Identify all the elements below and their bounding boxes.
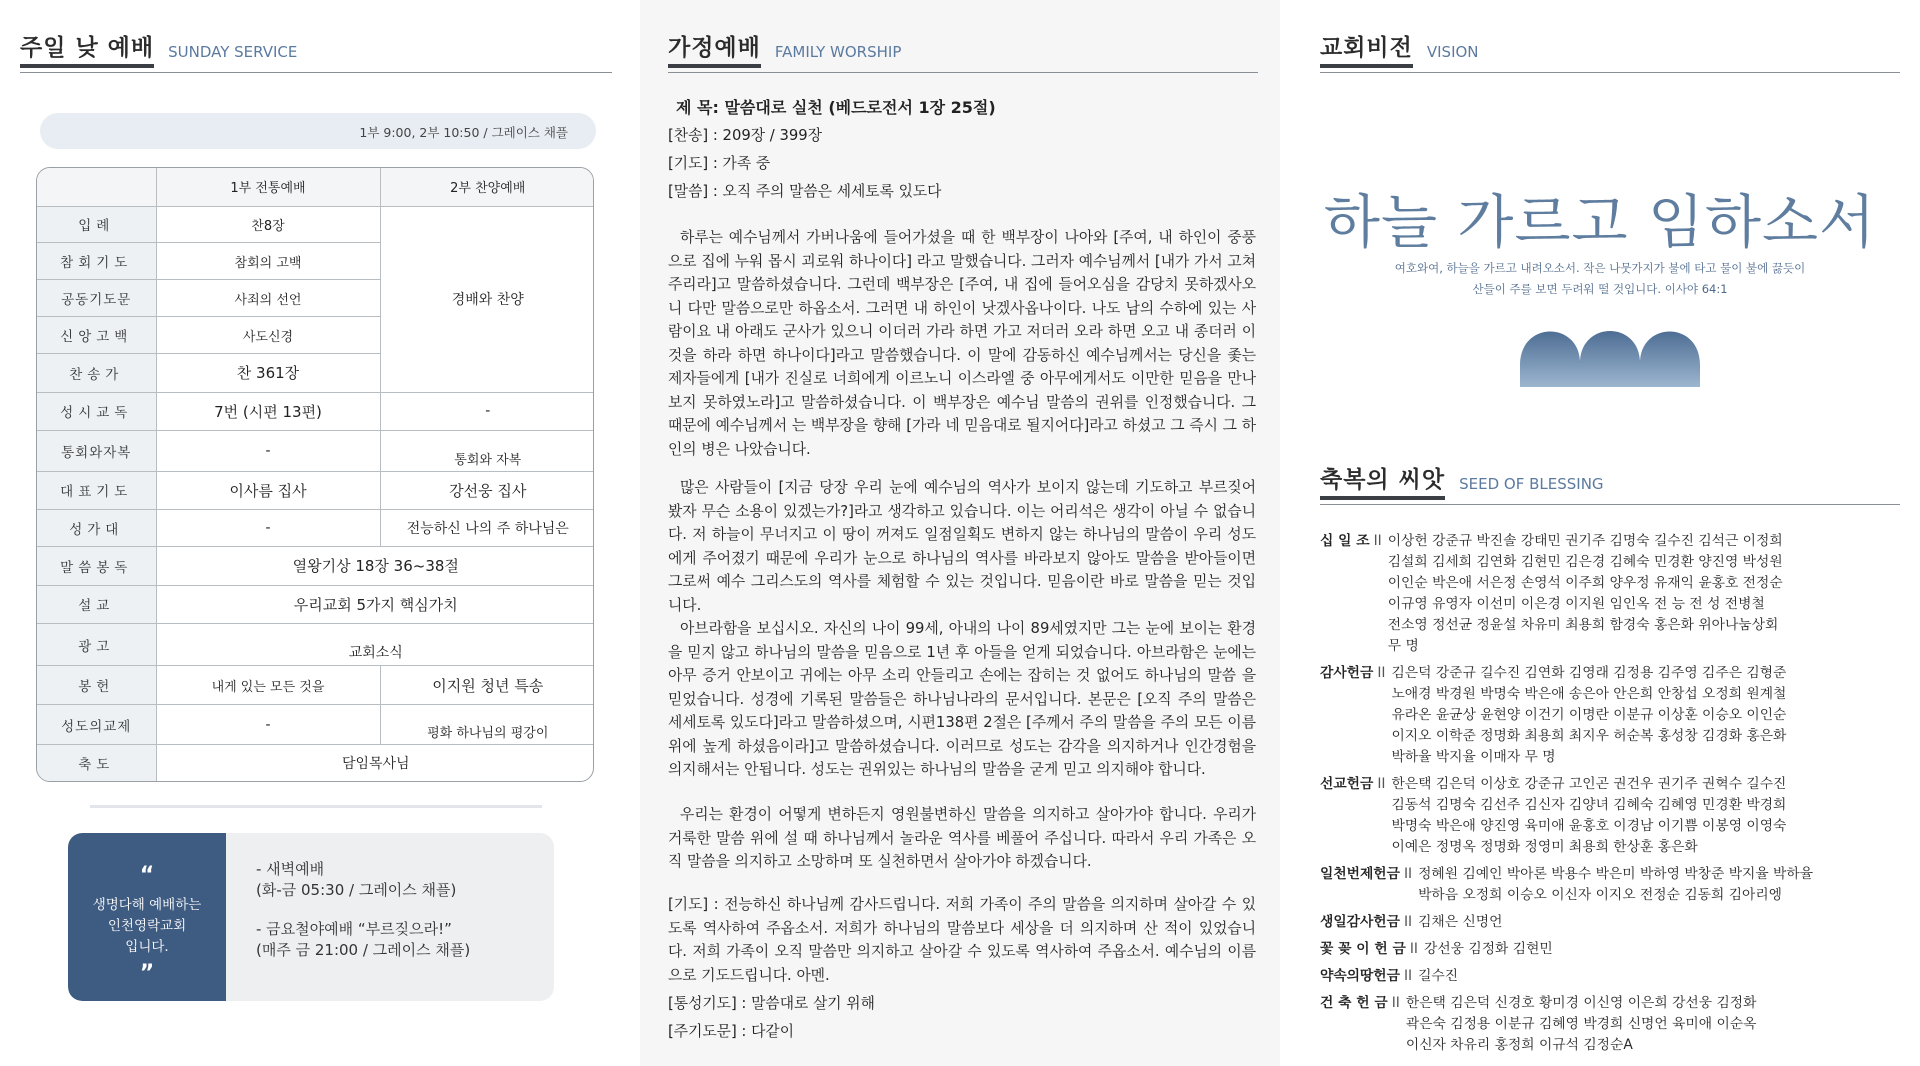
unison-prayer: [통성기도] : 말씀대로 살기 위해 (668, 995, 875, 1012)
family-worship-title: 가정예배 (668, 37, 761, 68)
first-service-cell: 내게 있는 모든 것을 (156, 666, 380, 705)
family-worship-subtitle: FAMILY WORSHIP (774, 43, 902, 61)
offering-row-building: 건 축 헌 금 II 한은택 김은덕 신경호 황미경 이신영 이은희 강선웅 김정화 곽은숙 김정용 이분규 김혜영 박경희 신명언 육미애 이순옥 이신자 차유리 홍정희 이규석 김정순A (1320, 993, 1900, 1056)
offering-names: 이상헌 강준규 박진솔 강태민 권기주 김명숙 길수진 김석근 이정희 김설희 김세희 김연화 김현민 김은경 김혜숙 민경환 양진영 박성원 이인순 박은애 서은정 손영석 이주희 양우정 유재익 윤홍호 전정순 이규영 유영자 이선미 이은경 이지원 임인옥 전 능 전 성 전병철 전소영 정선균 정윤설 차유미 최용희 함경숙 홍은화 위아나눔상회 무 명 (1387, 533, 1783, 654)
row-label: 대표기도 (37, 471, 156, 510)
praise-merged-cell: 경배와 찬양 (380, 206, 594, 392)
offering-names: 정혜원 김예인 박아론 박용수 박은미 박하영 박창준 박지율 박하율 박하음 오정희 이승오 이신자 이지오 전정순 김동희 김아리엥 (1418, 866, 1814, 903)
offering-names: 길수진 (1418, 968, 1459, 984)
worship-hymn: [찬송] : 209장 / 399장 (668, 127, 822, 144)
row-label: 통회와자복 (37, 431, 156, 471)
offering-names: 김은덕 강준규 길수진 김연화 김영래 김정용 김주영 김주은 김형준 노애경 박경원 박명숙 박은애 송은아 안은희 안창섭 오정희 원계철 유라온 윤균상 윤현양 이건기 이명란 이분규 이상훈 이승오 이인순 이지오 이학준 정명화 최용희 최지우 허순복 홍성창 김경화 홍은화 박하율 박지율 이매자 무 명 (1391, 665, 1787, 765)
offering-row-birthday: 생일감사헌금 II 김채은 신명언 (1320, 912, 1900, 933)
table-header-first-service: 1부 전통예배 (156, 168, 380, 206)
first-service-cell: 찬 361장 (156, 353, 380, 392)
row-label: 참회기도 (37, 243, 156, 280)
second-service-cell: 강선웅 집사 (380, 471, 594, 510)
row-label: 입례 (37, 206, 156, 243)
merged-cell: 열왕기상 18장 36~38절 (156, 547, 594, 586)
worship-subject: 제 목: 말씀대로 실천 (베드로전서 1장 25절) (676, 98, 996, 117)
decorative-divider (90, 805, 542, 808)
blessing-title: 축복의 씨앗 (1320, 469, 1445, 500)
sunday-service-header (20, 32, 297, 68)
table-header-second-service: 2부 찬양예배 (380, 168, 594, 206)
first-service-cell: 사죄의 선언 (156, 280, 380, 317)
worship-word: [말씀] : 오직 주의 말씀은 세세토록 있도다 (668, 183, 942, 200)
offering-row-tithe: 십 일 조 II 이상헌 강준규 박진솔 강태민 권기주 김명숙 길수진 김석근 이정희 김설희 김세희 김연화 김현민 김은경 김혜숙 민경환 양진영 박성원 이인순 박은애 서은정 손영석 이주희 양우정 유재익 윤홍호 전정순 이규영 유영자 이선미 이은경 이지원 임인옥 전 능 전 성 전병철 전소영 정선균 정윤설 차유미 최용희 함경숙 홍은화 위아나눔상회 무 명 (1320, 531, 1900, 657)
blessing-header (1320, 464, 1604, 500)
vision-header (1320, 32, 1479, 68)
offering-names: 김채은 신명언 (1418, 914, 1503, 930)
second-service-cell: 평화 하나님의 평강이 (380, 705, 594, 745)
vision-verse: 여호와여, 하늘을 가르고 내려오소서. 작은 나뭇가지가 불에 타고 물이 불에 끓듯이 산들이 주를 보면 두려워 떨 것입니다. 이사야 64:1 (1394, 261, 1806, 296)
offering-row-promised-land: 약속의땅헌금 II 길수진 (1320, 966, 1900, 987)
row-label: 성시교독 (37, 392, 156, 431)
sunday-service-title: 주일 낮 예배 (20, 37, 154, 68)
sunday-service-subtitle: SUNDAY SERVICE (168, 43, 298, 61)
sunday-service-section (0, 0, 640, 1066)
second-service-cell: - (380, 392, 594, 431)
offering-type: 꽃 꽂 이 헌 금 (1320, 941, 1406, 957)
closing-prayer: [기도] : 전능하신 하나님께 감사드립니다. 저희 가족이 주의 말씀을 의지하며 살아갈 수 있도록 역사하여 주옵소서. 저희가 하나님의 말씀보다 세상을 더 의지하며 산 적이 있었습니다. 저희 가족이 오직 말씀만 의지하고 살아갈 수 있도록 역사하여 주옵소서. 예수님의 이름으로 기도드립니다. 아멘. (668, 896, 1256, 984)
first-service-cell: - (156, 431, 380, 471)
family-worship-header (668, 32, 901, 68)
blessing-subtitle: SEED OF BLESSING (1459, 475, 1604, 493)
first-service-cell: 사도신경 (156, 317, 380, 354)
sermon-paragraph-3: 아브라함을 보십시오. 자신의 나이 99세, 아내의 나이 89세였지만 그는 눈에 보이는 환경을 믿지 않고 하나님의 말씀을 믿음으로 1년 후 아들을 얻게 되었습니다. 아브라함은 눈에는 아무 증거 안보이고 귀에는 아무 소리 안들리고 손에는 잡히는 것 없어도 하나님의 말씀 을 믿었습니다. 성경에 기록된 말씀들은 하나님나라의 문서입니다. 본문은 [오직 주의 말씀은 세세토록 있도다]라고 말씀하셨으며, 시편138편 2절은 [주께서 주의 말씀을 주의 모든 이름 위에 높게 하셨음이라]고 말씀하셨습니다. 이러므로 성도는 감각을 의지하거나 인간경험을 의지해서는 안됩니다. 성도는 권위있는 하나님의 말씀을 굳게 믿고 의지해야 합니다. (668, 620, 1256, 778)
offering-names: 한은택 김은덕 신경호 황미경 이신영 이은희 강선웅 김정화 곽은숙 김정용 이분규 김혜영 박경희 신명언 육미애 이순옥 이신자 차유리 홍정희 이규석 김정순A (1405, 995, 1757, 1053)
vision-subtitle: VISION (1426, 43, 1479, 61)
family-worship-section (640, 0, 1280, 1066)
sermon-paragraph-1: 하루는 예수님께서 가버나움에 들어가셨을 때 한 백부장이 나아와 [주여, 내 하인이 중풍으로 집에 누워 몹시 괴로워 하나이다] 라고 말했습니다. 그러자 예수님께서 [내가 가서 고쳐 주리라]고 말씀하셨습니다. 그런데 백부장은 [주여, 내 집에 들어오심을 감당치 못하겠사오니 다만 말씀으로만 하옵소서. 그러면 내 하인이 낫겠사옵나이다. 나도 남의 수하에 있는 사람이요 내 아래도 군사가 있으니 이더러 가라 하면 가고 저더러 오라 하면 오고 내 종더러 이것을 하라 하면 하나이다]라고 말씀했습니다. 이 말에 감동하신 예수님께서는 당신을 좇는 제자들에게 [내가 진실로 너희에게 이르노니 이스라엘 중 아무에게서도 이만한 믿음을 만나보지 못하였노라]고 말씀하셨습니다. 이 백부장은 예수님 말씀의 권위를 인정했습니다. 그 때문에 예수님께서 는 백부장을 향해 [가라 네 믿음대로 될지어다]라고 하셨고 그 즉시 그 하인의 병은 나았습니다. (668, 229, 1256, 458)
first-service-cell: 찬8장 (156, 206, 380, 243)
offering-row-mission: 선교헌금 II 한은택 김은덕 이상호 강준규 고인곤 권건우 권기주 권혁수 길수진 김동석 김명숙 김선주 김신자 김양녀 김혜숙 김혜영 민경환 박경희 박명숙 박은애 양진영 육미애 윤홍호 이경남 이기쁨 이봉영 이영숙 이예은 정명옥 정명화 정영미 최용희 한상훈 홍은화 (1320, 774, 1900, 858)
offering-type: 감사헌금 (1320, 665, 1374, 681)
section-divider (668, 72, 1258, 73)
offering-list (1320, 531, 1900, 1062)
merged-cell: 교회소식 (156, 624, 594, 666)
row-label: 공동기도문 (37, 280, 156, 317)
close-quote-icon: ” (139, 961, 155, 986)
offering-type: 선교헌금 (1320, 776, 1374, 792)
sermon-paragraph-2: 많은 사람들이 [지금 당장 우리 눈에 예수님의 역사가 보이지 않는데 기도하고 부르짖어 봤자 무슨 소용이 있겠는가?]라고 생각하고 있습니다. 이는 어리석은 생각이 아닐 수 없습니다. 저 하늘이 무너지고 이 땅이 꺼져도 일점일획도 변하지 않는 하나님의 말씀이 우리 성도에게 주어졌기 때문에 우리가 눈으로 하나님의 역사를 바라보지 않아도 말씀을 받아들이면 그로써 예수 그리스도의 역사를 체험할 수 있는 것입니다. 믿음이란 바로 말씀을 믿는 것입니다. (668, 479, 1256, 614)
worship-info-box (68, 833, 554, 1001)
row-label: 찬송가 (37, 353, 156, 392)
motto-panel (68, 833, 226, 1001)
hills-emblem-icon (1520, 331, 1700, 387)
offering-row-flower: 꽃 꽂 이 헌 금 II 강선웅 김정화 김현민 (1320, 939, 1900, 960)
row-label: 성가대 (37, 510, 156, 547)
row-label: 성도의교제 (37, 705, 156, 745)
sermon-paragraph-4: 우리는 환경이 어떻게 변하든지 영원불변하신 말씀을 의지하고 살아가야 합니다. 우리가 거룩한 말씀 위에 설 때 하나님께서 놀라운 역사를 베풀어 주십니다. 따라서 우리 가족은 오직 말씀을 의지하고 소망하며 또 실천하면서 살아가야 하겠습니다. (668, 806, 1256, 870)
first-service-cell: 7번 (시편 13편) (156, 392, 380, 431)
offering-row-thousand: 일천번제헌금 II 정혜원 김예인 박아론 박용수 박은미 박하영 박창준 박지율 박하율 박하음 오정희 이승오 이신자 이지오 전정순 김동희 김아리엥 (1320, 864, 1900, 906)
offering-names: 강선웅 김정화 김현민 (1424, 941, 1553, 957)
section-divider (20, 72, 612, 73)
row-label: 축도 (37, 745, 156, 781)
first-service-cell: 이사름 집사 (156, 471, 380, 510)
merged-cell: 우리교회 5가지 핵심가치 (156, 585, 594, 624)
merged-cell: 담임목사님 (156, 745, 594, 781)
second-service-cell: 통회와 자복 (380, 431, 594, 471)
offering-row-thanks: 감사헌금 II 김은덕 강준규 길수진 김연화 김영래 김정용 김주영 김주은 김형준 노애경 박경원 박명숙 박은애 송은아 안은희 안창섭 오정희 원계철 유라온 윤균상 윤현양 이건기 이명란 이분규 이상훈 이승오 이인순 이지오 이학준 정명화 최용희 최지우 허순복 홍성창 김경화 홍은화 박하율 박지율 이매자 무 명 (1320, 663, 1900, 768)
section-divider (1320, 72, 1900, 73)
first-service-cell: 참회의 고백 (156, 243, 380, 280)
section-divider (1320, 504, 1900, 505)
row-label: 설교 (37, 585, 156, 624)
offering-type: 일천번제헌금 (1320, 866, 1400, 882)
service-time-pill: 1부 9:00, 2부 10:50 / 그레이스 채플 (40, 113, 596, 149)
row-label: 광고 (37, 624, 156, 666)
lords-prayer: [주기도문] : 다같이 (668, 1023, 794, 1040)
offering-type: 생일감사헌금 (1320, 914, 1400, 930)
second-service-cell: 전능하신 나의 주 하나님은 (380, 510, 594, 547)
row-label: 봉헌 (37, 666, 156, 705)
first-service-cell: - (156, 705, 380, 745)
offering-type: 약속의땅헌금 (1320, 968, 1400, 984)
table-header-blank (37, 168, 156, 206)
row-label: 신앙고백 (37, 317, 156, 354)
offering-names: 한은택 김은덕 이상호 강준규 고인곤 권건우 권기주 권혁수 길수진 김동석 김명숙 김선주 김신자 김양녀 김혜숙 김혜영 민경환 박경희 박명숙 박은애 양진영 육미애 윤홍호 이경남 이기쁨 이봉영 이영숙 이예은 정명옥 정명화 정영미 최용희 한상훈 홍은화 (1391, 776, 1787, 855)
second-service-cell: 이지원 청년 특송 (380, 666, 594, 705)
vision-headline: 하늘 가르고 임하소서 (1323, 188, 1877, 256)
row-label: 말씀봉독 (37, 547, 156, 586)
vision-title: 교회비전 (1320, 37, 1413, 68)
service-order-table (36, 167, 594, 782)
offering-type: 십 일 조 (1320, 533, 1370, 549)
open-quote-icon: “ (139, 863, 155, 888)
dawn-service-info: - 새벽예배 (화-금 05:30 / 그레이스 채플) (256, 860, 457, 899)
first-service-cell: - (156, 510, 380, 547)
vision-section (1280, 0, 1920, 1066)
offering-type: 건 축 헌 금 (1320, 995, 1388, 1011)
friday-service-info: - 금요철야예배 “부르짖으라!” (매주 금 21:00 / 그레이스 채플) (256, 920, 471, 959)
church-motto: 생명다해 예배하는 인천영락교회 입니다. (92, 897, 202, 955)
worship-prayer: [기도] : 가족 중 (668, 155, 771, 172)
